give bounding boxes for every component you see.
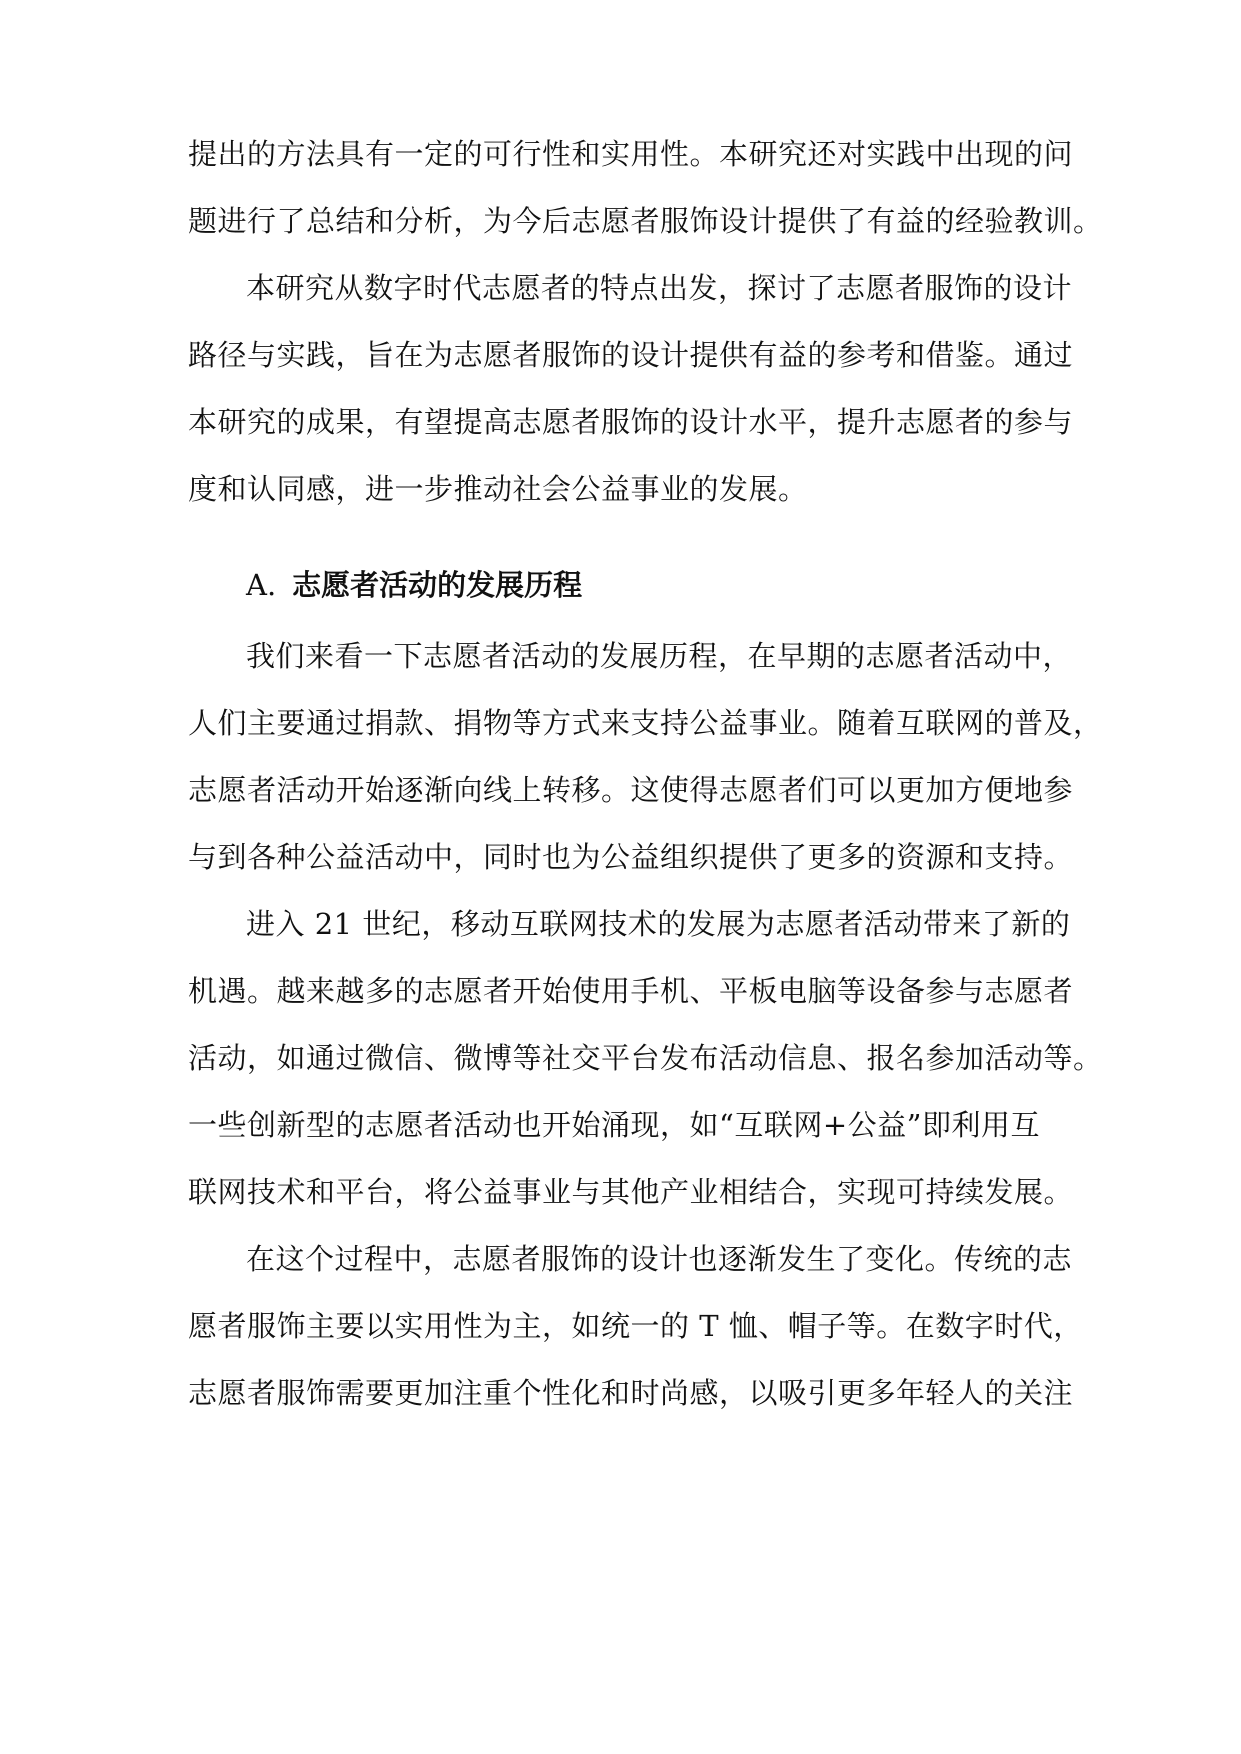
section-title: 志愿者活动的发展历程 <box>292 568 583 602</box>
paragraph-line: 志愿者服饰需要更加注重个性化和时尚感，以吸引更多年轻人的关注 <box>188 1376 1074 1410</box>
paragraph-line: 我们来看一下志愿者活动的发展历程，在早期的志愿者活动中， <box>246 639 1073 673</box>
paragraph-line: 愿者服饰主要以实用性为主，如统一的 T 恤、帽子等。在数字时代， <box>188 1309 1083 1343</box>
paragraph-line: 提出的方法具有一定的可行性和实用性。本研究还对实践中出现的问 <box>188 137 1074 171</box>
section-heading <box>246 565 582 605</box>
section-label: A. <box>246 568 277 602</box>
paragraph-line: 志愿者活动开始逐渐向线上转移。这使得志愿者们可以更加方便地参 <box>188 773 1074 807</box>
paragraph-line: 机遇。越来越多的志愿者开始使用手机、平板电脑等设备参与志愿者 <box>188 974 1074 1008</box>
paragraph-line: 本研究的成果，有望提高志愿者服饰的设计水平，提升志愿者的参与 <box>188 405 1074 439</box>
paragraph-line: 与到各种公益活动中，同时也为公益组织提供了更多的资源和支持。 <box>188 840 1074 874</box>
paragraph-line: 进入 21 世纪，移动互联网技术的发展为志愿者活动带来了新的 <box>246 907 1071 941</box>
paragraph-line: 一些创新型的志愿者活动也开始涌现，如“互联网+公益”即利用互 <box>188 1108 1040 1142</box>
paragraph-line: 路径与实践，旨在为志愿者服饰的设计提供有益的参考和借鉴。通过 <box>188 338 1074 372</box>
paragraph-line: 人们主要通过捐款、捐物等方式来支持公益事业。随着互联网的普及， <box>188 706 1103 740</box>
paragraph-line: 度和认同感，进一步推动社会公益事业的发展。 <box>188 472 808 506</box>
paragraph-line: 题进行了总结和分析，为今后志愿者服饰设计提供了有益的经验教训。 <box>188 204 1103 238</box>
paragraph-line: 联网技术和平台，将公益事业与其他产业相结合，实现可持续发展。 <box>188 1175 1074 1209</box>
paragraph-line: 本研究从数字时代志愿者的特点出发，探讨了志愿者服饰的设计 <box>246 271 1073 305</box>
paragraph-line: 在这个过程中，志愿者服饰的设计也逐渐发生了变化。传统的志 <box>246 1242 1073 1276</box>
paragraph-line: 活动，如通过微信、微博等社交平台发布活动信息、报名参加活动等。 <box>188 1041 1103 1075</box>
